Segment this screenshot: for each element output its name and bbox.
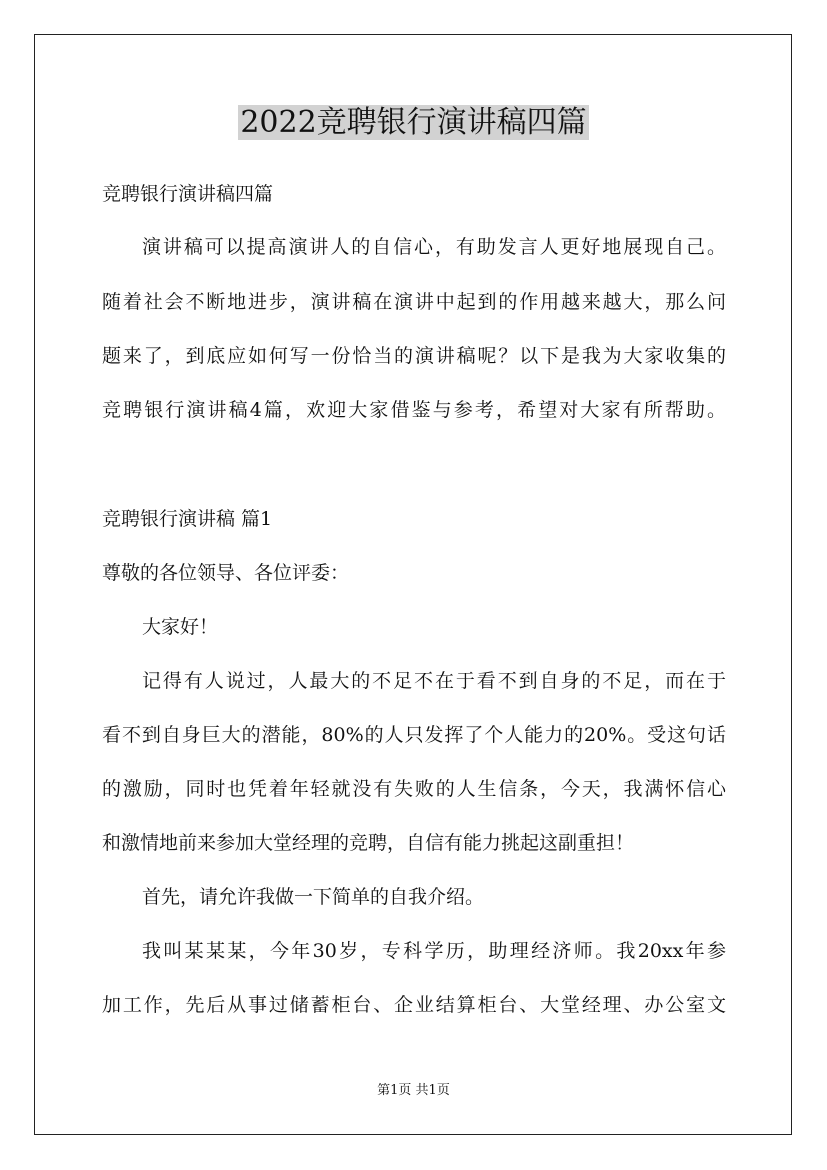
section-heading: 竞聘银行演讲稿 篇1 [102, 508, 273, 530]
salutation: 尊敬的各位领导、各位评委： [102, 562, 350, 584]
para1-line-1: 记得有人说过，人最大的不足不在于看不到自身的不足，而在于 [142, 670, 726, 692]
document-title-text: 2022竞聘银行演讲稿四篇 [240, 105, 587, 140]
document-subtitle: 竞聘银行演讲稿四篇 [102, 183, 274, 205]
page-indicator: 第1页 共1页 [377, 1083, 450, 1098]
intro-line-3: 题来了，到底应如何写一份恰当的演讲稿呢？以下是我为大家收集的 [102, 345, 726, 367]
para1-line-2: 看不到自身巨大的潜能，80%的人只发挥了个人能力的20%。受这句话 [102, 724, 726, 746]
para1-line-4: 和激情地前来参加大堂经理的竞聘，自信有能力挑起这副重担！ [102, 832, 635, 854]
intro-line-4: 竞聘银行演讲稿4篇，欢迎大家借鉴与参考，希望对大家有所帮助。 [102, 399, 726, 421]
para2: 首先，请允许我做一下简单的自我介绍。 [142, 886, 485, 908]
intro-line-1: 演讲稿可以提高演讲人的自信心，有助发言人更好地展现自己。 [142, 236, 726, 258]
para3-line-2: 加工作，先后从事过储蓄柜台、企业结算柜台、大堂经理、办公室文 [102, 994, 726, 1016]
para1-line-3: 的激励，同时也凭着年轻就没有失败的人生信条，今天，我满怀信心 [102, 778, 726, 800]
document-title [0, 101, 827, 145]
para3-line-1: 我叫某某某，今年30岁，专科学历，助理经济师。我20xx年参 [142, 940, 726, 962]
greeting: 大家好！ [142, 616, 219, 638]
intro-line-2: 随着社会不断地进步，演讲稿在演讲中起到的作用越来越大，那么问 [102, 291, 726, 313]
